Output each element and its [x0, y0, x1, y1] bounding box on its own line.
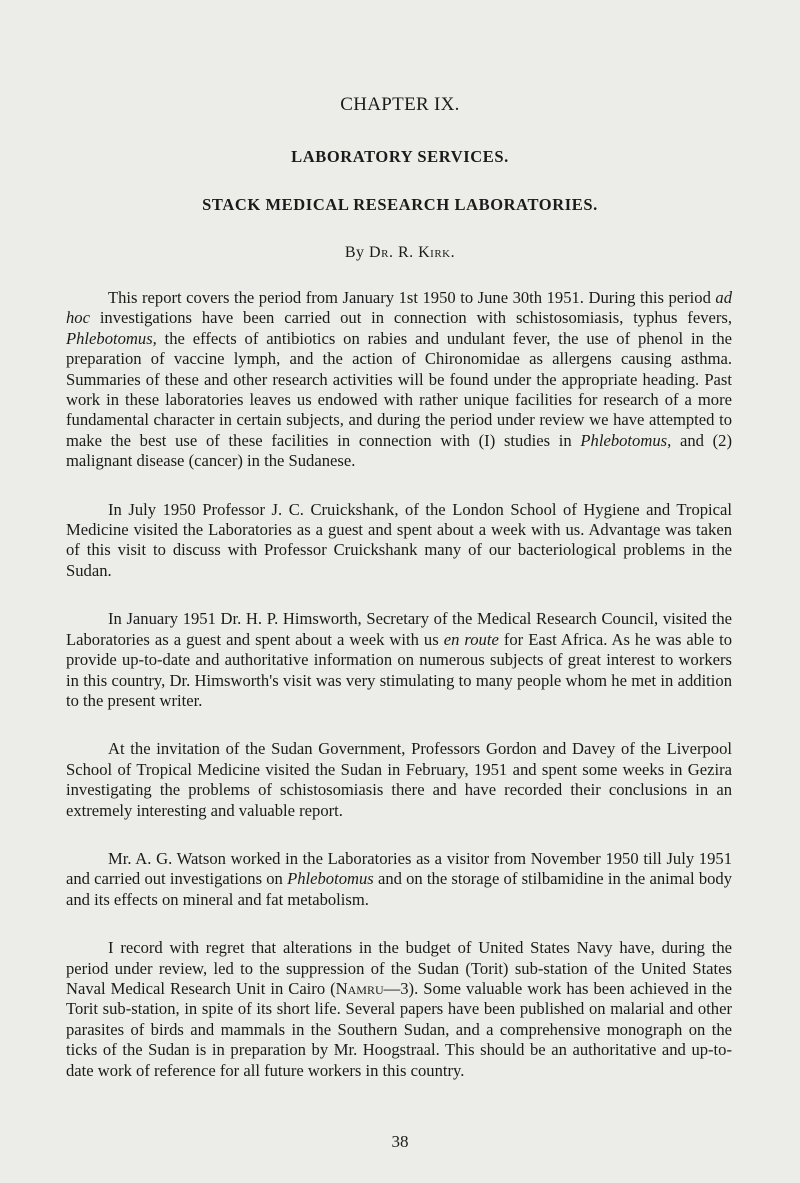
paragraph-text: and on the storage of stilbamidine in the animal body and its effects on mineral and fat metabolism. [66, 869, 733, 909]
italic-term: Phlebotomus, [580, 430, 672, 450]
paragraph-watson-work [66, 849, 732, 910]
paragraph-gordon-davey-visit: At the invitation of the Sudan Government, Professors Gordon and Davey of the Liverpool School of Tropical Medicine visited the Sudan in February, 1951 and spent some weeks in Gezira investigating the problems of schistosomiasis there and have recorded their conclusions in an extremely interesting and valuable report. [66, 739, 732, 820]
paragraph-text: the effects of antibiotics on rabies and undulant fever, the use of phenol in the preparation of vaccine lymph, and the action of Chironomidae as allergens causing asthma. Summaries of these and other research activities will be found under the appropriate heading. Past work in these laboratories leaves us endowed with rather unique facilities for research of a more fundamental character in certain subjects, and during the period under review we have attempted to make the best use of these facilities in connection with (I) studies in [66, 328, 732, 450]
paragraph-himsworth-visit [66, 609, 732, 711]
italic-term: Phlebotomus, [66, 328, 157, 348]
paragraph-text: In January 1951 Dr. H. P. Himsworth, Secretary of the Medical Research Council, visited the Laboratories as a guest and spent about a week with us [66, 609, 732, 649]
paragraph-report-period [66, 288, 732, 472]
paragraph-text: This report covers the period from January 1st 1950 to June 30th 1951. During this period [108, 288, 716, 307]
paragraph-namru-suppression [66, 938, 732, 1081]
paragraph-text: and (2) malignant disease (cancer) in the Sudanese. [66, 430, 732, 471]
author-prefix: By [344, 244, 370, 261]
italic-term: Phlebotomus [287, 869, 374, 889]
small-caps-term: Namru [335, 978, 384, 998]
paragraph-text: Mr. A. G. Watson worked in the Laboratories as a visitor from November 1950 till July 1951 and carried out investigations on [66, 848, 732, 889]
section-title: LABORATORY SERVICES. [291, 147, 509, 166]
section-subtitle: STACK MEDICAL RESEARCH LABORATORIES. [202, 195, 598, 214]
italic-term: ad hoc [66, 288, 732, 328]
paragraph-text: investigations have been carried out in connection with schistosomiasis, typhus fevers, [89, 308, 732, 328]
paragraph-text: for East Africa. As he was able to provide up-to-date and authoritative information on numerous subjects of great interest to workers in this country, Dr. Himsworth's visit was very stimulating to many people whom he met in addition to the present writer. [66, 629, 732, 710]
paragraph-cruickshank-visit: In July 1950 Professor J. C. Cruickshank, of the London School of Hygiene and Tropical Medicine visited the Laboratories as a guest and spent about a week with us. Advantage was taken of this visit to discuss with Professor Cruickshank many of our bacteriological problems in the Sudan. [66, 499, 732, 580]
paragraph-text: I record with regret that alterations in the budget of United States Navy have, during the period under review, led to the suppression of the Sudan (Torit) sub-station of the United States Naval Medical Research Unit in Cairo ( [66, 938, 732, 998]
page-number: 38 [391, 1132, 409, 1151]
chapter-heading: CHAPTER IX. [340, 94, 460, 115]
author-line [0, 244, 800, 262]
body-text [66, 288, 732, 1109]
italic-term: en route [443, 629, 499, 649]
paragraph-text: —3). Some valuable work has been achieved in the Torit sub-station, in spite of its short life. Several papers have been published on malarial and other parasites of birds and mammals in the Southern Sudan, and a comprehensive monograph on the ticks of the Sudan is in preparation by Mr. Hoogstraal. This should be an authoritative and up-to-date work of reference for all future workers in this country. [66, 978, 732, 1080]
author-name: Dr. R. Kirk. [369, 244, 456, 261]
